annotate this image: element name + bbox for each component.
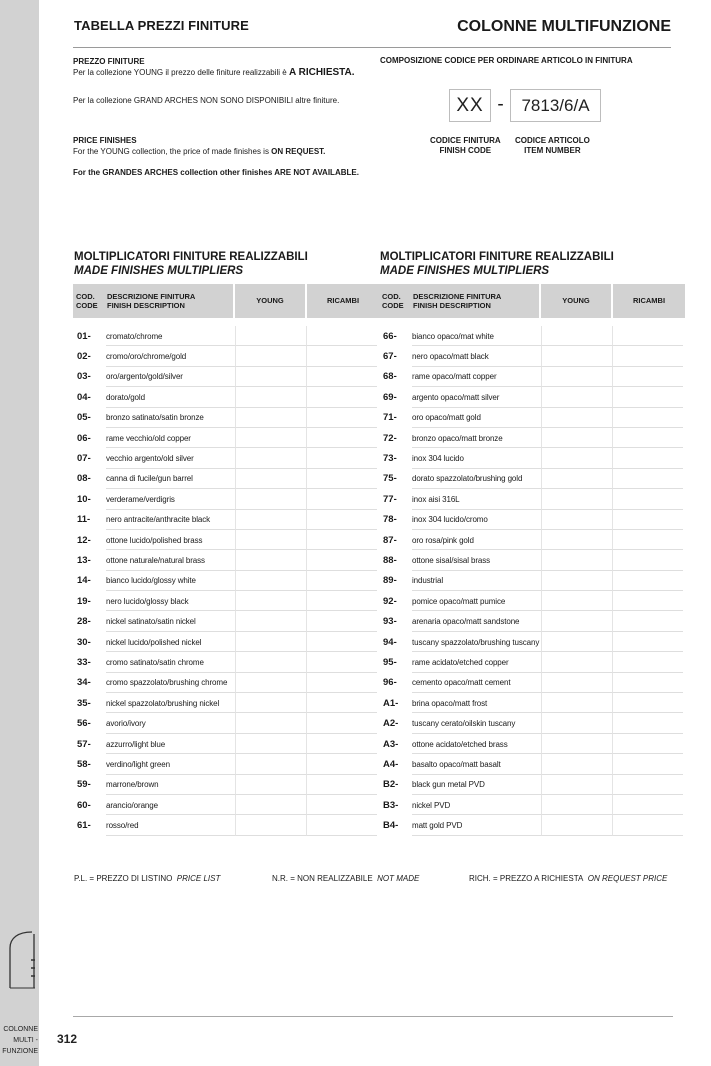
- side-section-label: COLONNE MULTI - FUNZIONE: [2, 1026, 38, 1055]
- finish-description: inox aisi 316L: [412, 494, 460, 504]
- table-row: [74, 632, 377, 652]
- ricambi-cell: [306, 367, 377, 387]
- finish-code: 67-: [383, 351, 397, 363]
- col-description: DESCRIZIONE FINITURA FINISH DESCRIPTION: [411, 284, 539, 318]
- table-row: [380, 571, 683, 591]
- ricambi-cell: [612, 510, 683, 530]
- finish-code: 01-: [77, 330, 91, 342]
- ricambi-cell: [306, 795, 377, 815]
- table-row: [74, 571, 377, 591]
- young-cell: [541, 448, 612, 468]
- table-row: [380, 408, 683, 428]
- young-cell: [541, 591, 612, 611]
- finish-code: 11-: [77, 514, 91, 526]
- young-cell: [235, 815, 306, 835]
- item-code-box: 7813/6/A: [510, 89, 601, 122]
- column-fixture-icon: [4, 930, 38, 994]
- young-cell: [235, 489, 306, 509]
- finish-code: B4-: [383, 820, 399, 832]
- finish-code: 04-: [77, 391, 91, 403]
- finish-description: bronzo satinato/satin bronze: [106, 413, 204, 423]
- finish-code: 59-: [77, 779, 91, 791]
- ricambi-cell: [306, 530, 377, 550]
- table-row: [74, 367, 377, 387]
- young-cell: [541, 611, 612, 631]
- ricambi-cell: [612, 550, 683, 570]
- finish-description: nero antracite/anthracite black: [106, 515, 211, 525]
- young-cell: [235, 611, 306, 631]
- young-cell: [541, 408, 612, 428]
- code-separator: -: [497, 94, 504, 115]
- young-cell: [541, 775, 612, 795]
- table-row: [74, 775, 377, 795]
- finish-code: 33-: [77, 656, 91, 668]
- ricambi-cell: [306, 510, 377, 530]
- finish-code: 73-: [383, 453, 397, 465]
- young-cell: [541, 673, 612, 693]
- it-grand-note: Per la collezione GRAND ARCHES NON SONO DISPONIBILI altre finiture.: [73, 96, 340, 105]
- young-cell: [235, 652, 306, 672]
- ricambi-cell: [612, 591, 683, 611]
- young-cell: [235, 448, 306, 468]
- ricambi-cell: [612, 652, 683, 672]
- young-cell: [235, 367, 306, 387]
- ricambi-cell: [306, 428, 377, 448]
- legend-on-request: RICH. = PREZZO A RICHIESTA ON REQUEST PRICE: [469, 874, 668, 883]
- table-row: [74, 408, 377, 428]
- young-cell: [541, 652, 612, 672]
- young-cell: [541, 510, 612, 530]
- finish-code: 19-: [77, 595, 91, 607]
- finish-code: 96-: [383, 677, 397, 689]
- finish-description: nickel lucido/polished nickel: [106, 637, 202, 647]
- ricambi-cell: [612, 408, 683, 428]
- table-row: [380, 346, 683, 366]
- table-row: [380, 713, 683, 733]
- table-row: [380, 734, 683, 754]
- table-row: [380, 693, 683, 713]
- en-price-title: PRICE FINISHES: [73, 136, 137, 145]
- young-cell: [541, 326, 612, 346]
- finish-description: basalto opaco/matt basalt: [412, 759, 501, 769]
- finish-code: 89-: [383, 575, 397, 587]
- finish-code: 69-: [383, 391, 397, 403]
- young-cell: [541, 469, 612, 489]
- young-cell: [235, 713, 306, 733]
- finish-description: arancio/orange: [106, 800, 158, 810]
- ricambi-cell: [306, 775, 377, 795]
- young-cell: [235, 346, 306, 366]
- table-row: [74, 673, 377, 693]
- ricambi-cell: [306, 652, 377, 672]
- ricambi-cell: [612, 693, 683, 713]
- ricambi-cell: [612, 734, 683, 754]
- young-cell: [235, 591, 306, 611]
- ricambi-cell: [306, 632, 377, 652]
- finish-description: nickel PVD: [412, 800, 451, 810]
- finish-description: dorato/gold: [106, 392, 145, 402]
- young-cell: [235, 387, 306, 407]
- finish-description: bronzo opaco/matt bronze: [412, 433, 503, 443]
- ricambi-cell: [612, 571, 683, 591]
- header-divider: [73, 47, 671, 48]
- young-cell: [235, 693, 306, 713]
- finish-code: 68-: [383, 371, 397, 383]
- finish-description: rosso/red: [106, 821, 139, 831]
- finish-description: verderame/verdigris: [106, 494, 175, 504]
- finish-code: 93-: [383, 616, 397, 628]
- finish-code: 34-: [77, 677, 91, 689]
- table-row: [380, 428, 683, 448]
- finish-description: verdino/light green: [106, 759, 170, 769]
- table-row: [74, 693, 377, 713]
- finish-description: azzurro/light blue: [106, 739, 166, 749]
- ricambi-cell: [612, 775, 683, 795]
- item-code-label: CODICE ARTICOLO ITEM NUMBER: [515, 136, 590, 155]
- table-row: [380, 387, 683, 407]
- ricambi-cell: [612, 346, 683, 366]
- table-row: [74, 652, 377, 672]
- young-cell: [235, 469, 306, 489]
- finish-code: 88-: [383, 554, 397, 566]
- table-row: [380, 530, 683, 550]
- ricambi-cell: [612, 469, 683, 489]
- composition-title: COMPOSIZIONE CODICE PER ORDINARE ARTICOLO IN FINITURA: [380, 56, 633, 65]
- finish-description: ottone sisal/sisal brass: [412, 555, 491, 565]
- finish-description: inox 304 lucido/cromo: [412, 515, 488, 525]
- ricambi-cell: [612, 611, 683, 631]
- table-row: [380, 611, 683, 631]
- table-row: [380, 550, 683, 570]
- young-cell: [235, 408, 306, 428]
- young-cell: [541, 346, 612, 366]
- finish-description: tuscany spazzolato/brushing tuscany: [412, 637, 540, 647]
- finish-description: argento opaco/matt silver: [412, 392, 500, 402]
- young-cell: [235, 795, 306, 815]
- young-cell: [235, 510, 306, 530]
- table-row: [380, 815, 683, 835]
- young-cell: [235, 550, 306, 570]
- finish-code: 94-: [383, 636, 397, 648]
- row-divider: [412, 835, 541, 836]
- finish-description: cromato/chrome: [106, 331, 163, 341]
- finish-description: matt gold PVD: [412, 821, 463, 831]
- finish-code: A4-: [383, 758, 399, 770]
- ricambi-cell: [306, 754, 377, 774]
- table-row: [74, 326, 377, 346]
- ricambi-cell: [306, 713, 377, 733]
- young-cell: [235, 734, 306, 754]
- ricambi-cell: [612, 367, 683, 387]
- young-cell: [235, 632, 306, 652]
- finish-description: cromo satinato/satin chrome: [106, 657, 204, 667]
- col-young: YOUNG: [541, 284, 611, 318]
- young-cell: [235, 673, 306, 693]
- finish-description: rame acidato/etched copper: [412, 657, 509, 667]
- ricambi-cell: [612, 530, 683, 550]
- footer-divider: [73, 1016, 673, 1017]
- ricambi-cell: [306, 591, 377, 611]
- finish-description: vecchio argento/old silver: [106, 454, 194, 464]
- ricambi-cell: [306, 489, 377, 509]
- young-cell: [235, 530, 306, 550]
- finish-description: nickel satinato/satin nickel: [106, 617, 196, 627]
- young-cell: [541, 693, 612, 713]
- left-table-title: MOLTIPLICATORI FINITURE REALIZZABILI MADE FINISHES MULTIPLIERS: [74, 251, 308, 277]
- finish-description: cemento opaco/matt cement: [412, 678, 511, 688]
- table-row: [74, 489, 377, 509]
- table-row: [380, 775, 683, 795]
- young-cell: [235, 326, 306, 346]
- legend-not-made: N.R. = NON REALIZZABILE NOT MADE: [272, 874, 420, 883]
- finish-code: 77-: [383, 493, 397, 505]
- finish-description: ottone acidato/etched brass: [412, 739, 508, 749]
- young-cell: [541, 530, 612, 550]
- en-young-note: For the YOUNG collection, the price of made finishes is ON REQUEST.: [73, 147, 326, 156]
- finish-code-label: CODICE FINITURA FINISH CODE: [430, 136, 501, 155]
- young-cell: [541, 367, 612, 387]
- young-cell: [541, 795, 612, 815]
- legend-price-list: P.L. = PREZZO DI LISTINO PRICE LIST: [74, 874, 221, 883]
- young-cell: [235, 428, 306, 448]
- young-cell: [541, 571, 612, 591]
- finish-code-box: XX: [449, 89, 491, 122]
- finish-code: 14-: [77, 575, 91, 587]
- table-row: [74, 448, 377, 468]
- col-description: DESCRIZIONE FINITURA FINISH DESCRIPTION: [105, 284, 233, 318]
- ricambi-cell: [306, 469, 377, 489]
- ricambi-cell: [306, 448, 377, 468]
- finish-code: 08-: [77, 473, 91, 485]
- finish-code: 61-: [77, 820, 91, 832]
- table-row: [380, 673, 683, 693]
- table-row: [380, 469, 683, 489]
- finish-description: arenaria opaco/matt sandstone: [412, 617, 520, 627]
- table-row: [74, 754, 377, 774]
- table-row: [74, 346, 377, 366]
- ricambi-cell: [306, 673, 377, 693]
- finish-description: nero lucido/glossy black: [106, 596, 189, 606]
- young-cell: [541, 632, 612, 652]
- young-cell: [541, 734, 612, 754]
- finish-code: 75-: [383, 473, 397, 485]
- ricambi-cell: [612, 754, 683, 774]
- finish-code: 30-: [77, 636, 91, 648]
- finish-code: 56-: [77, 718, 91, 730]
- young-cell: [541, 815, 612, 835]
- col-ricambi: RICAMBI: [613, 284, 685, 318]
- ricambi-cell: [612, 489, 683, 509]
- table-row: [380, 489, 683, 509]
- ricambi-cell: [306, 408, 377, 428]
- it-price-title: PREZZO FINITURE: [73, 57, 145, 66]
- table-row: [380, 448, 683, 468]
- finish-code: 66-: [383, 330, 397, 342]
- finish-code: 95-: [383, 656, 397, 668]
- ricambi-cell: [306, 550, 377, 570]
- table-row: [74, 734, 377, 754]
- table-row: [380, 632, 683, 652]
- ricambi-cell: [612, 673, 683, 693]
- young-cell: [235, 775, 306, 795]
- finish-code: A3-: [383, 738, 399, 750]
- finish-code: 12-: [77, 534, 91, 546]
- finish-code: 92-: [383, 595, 397, 607]
- finish-code: 06-: [77, 432, 91, 444]
- table-row: [380, 795, 683, 815]
- finish-description: cromo spazzolato/brushing chrome: [106, 678, 228, 688]
- table-row: [74, 713, 377, 733]
- ricambi-cell: [612, 815, 683, 835]
- finish-description: dorato spazzolato/brushing gold: [412, 474, 523, 484]
- finish-code: 60-: [77, 799, 91, 811]
- finish-code: B2-: [383, 779, 399, 791]
- finish-description: ottone naturale/natural brass: [106, 555, 205, 565]
- table-row: [380, 367, 683, 387]
- young-cell: [541, 489, 612, 509]
- table-row: [380, 510, 683, 530]
- table-row: [74, 795, 377, 815]
- finish-code: 03-: [77, 371, 91, 383]
- table-row: [74, 469, 377, 489]
- page-number: 312: [57, 1032, 78, 1046]
- finish-description: marrone/brown: [106, 780, 159, 790]
- finish-description: rame opaco/matt copper: [412, 372, 497, 382]
- side-tab: [0, 0, 39, 1066]
- row-divider: [106, 835, 235, 836]
- ricambi-cell: [612, 795, 683, 815]
- ricambi-cell: [612, 632, 683, 652]
- ricambi-cell: [306, 611, 377, 631]
- finish-description: canna di fucile/gun barrel: [106, 474, 193, 484]
- table-row: [380, 652, 683, 672]
- finish-code: 02-: [77, 351, 91, 363]
- young-cell: [541, 754, 612, 774]
- page-title-left: TABELLA PREZZI FINITURE: [74, 18, 249, 33]
- finish-description: nickel spazzolato/brushing nickel: [106, 698, 220, 708]
- ricambi-cell: [306, 815, 377, 835]
- right-table-title: MOLTIPLICATORI FINITURE REALIZZABILI MADE FINISHES MULTIPLIERS: [380, 251, 614, 277]
- finish-description: tuscany cerato/oilskin tuscany: [412, 719, 516, 729]
- finish-description: oro opaco/matt gold: [412, 413, 481, 423]
- finish-code: 13-: [77, 554, 91, 566]
- young-cell: [541, 428, 612, 448]
- table-row: [380, 326, 683, 346]
- right-table-header: [379, 284, 685, 318]
- finish-description: black gun metal PVD: [412, 780, 485, 790]
- finish-description: inox 304 lucido: [412, 454, 464, 464]
- finish-description: pomice opaco/matt pumice: [412, 596, 506, 606]
- finish-description: nero opaco/matt black: [412, 352, 489, 362]
- finish-code: 28-: [77, 616, 91, 628]
- table-row: [74, 510, 377, 530]
- ricambi-cell: [306, 734, 377, 754]
- young-cell: [541, 713, 612, 733]
- finish-code: A1-: [383, 697, 399, 709]
- ricambi-cell: [306, 346, 377, 366]
- finish-description: industrial: [412, 576, 444, 586]
- col-code: COD. CODE: [73, 284, 105, 318]
- col-ricambi: RICAMBI: [307, 284, 379, 318]
- finish-description: rame vecchio/old copper: [106, 433, 191, 443]
- ricambi-cell: [306, 571, 377, 591]
- table-row: [74, 550, 377, 570]
- finish-code: 87-: [383, 534, 397, 546]
- finish-code: 72-: [383, 432, 397, 444]
- table-row: [74, 530, 377, 550]
- finish-code: 10-: [77, 493, 91, 505]
- it-young-note: Per la collezione YOUNG il prezzo delle finiture realizzabili è A RICHIESTA.: [73, 67, 355, 78]
- finish-description: avorio/ivory: [106, 719, 146, 729]
- finish-description: oro rosa/pink gold: [412, 535, 474, 545]
- ricambi-cell: [612, 448, 683, 468]
- finish-code: 07-: [77, 453, 91, 465]
- ricambi-cell: [612, 387, 683, 407]
- en-grand-note: For the GRANDES ARCHES collection other finishes ARE NOT AVAILABLE.: [73, 168, 359, 177]
- table-row: [74, 428, 377, 448]
- col-young: YOUNG: [235, 284, 305, 318]
- finish-code: B3-: [383, 799, 399, 811]
- finish-code: A2-: [383, 718, 399, 730]
- young-cell: [235, 571, 306, 591]
- finish-code: 71-: [383, 412, 397, 424]
- table-row: [74, 611, 377, 631]
- finish-description: brina opaco/matt frost: [412, 698, 488, 708]
- finish-code: 57-: [77, 738, 91, 750]
- ricambi-cell: [306, 387, 377, 407]
- finish-code: 58-: [77, 758, 91, 770]
- finish-description: ottone lucido/polished brass: [106, 535, 203, 545]
- ricambi-cell: [306, 326, 377, 346]
- finish-description: bianco lucido/glossy white: [106, 576, 196, 586]
- left-table-header: [73, 284, 379, 318]
- col-code: COD. CODE: [379, 284, 411, 318]
- left-table-body: [74, 326, 377, 836]
- young-cell: [235, 754, 306, 774]
- table-row: [74, 815, 377, 835]
- table-row: [74, 591, 377, 611]
- young-cell: [541, 550, 612, 570]
- ricambi-cell: [306, 693, 377, 713]
- finish-description: oro/argento/gold/silver: [106, 372, 183, 382]
- finish-description: bianco opaco/mat white: [412, 331, 494, 341]
- right-table-body: [380, 326, 683, 836]
- finish-code: 78-: [383, 514, 397, 526]
- page-title-right: COLONNE MULTIFUNZIONE: [457, 18, 671, 35]
- ricambi-cell: [612, 713, 683, 733]
- finish-code: 05-: [77, 412, 91, 424]
- young-cell: [541, 387, 612, 407]
- ricambi-cell: [612, 326, 683, 346]
- ricambi-cell: [612, 428, 683, 448]
- table-row: [380, 754, 683, 774]
- table-row: [74, 387, 377, 407]
- finish-description: cromo/oro/chrome/gold: [106, 352, 187, 362]
- finish-code: 35-: [77, 697, 91, 709]
- table-row: [380, 591, 683, 611]
